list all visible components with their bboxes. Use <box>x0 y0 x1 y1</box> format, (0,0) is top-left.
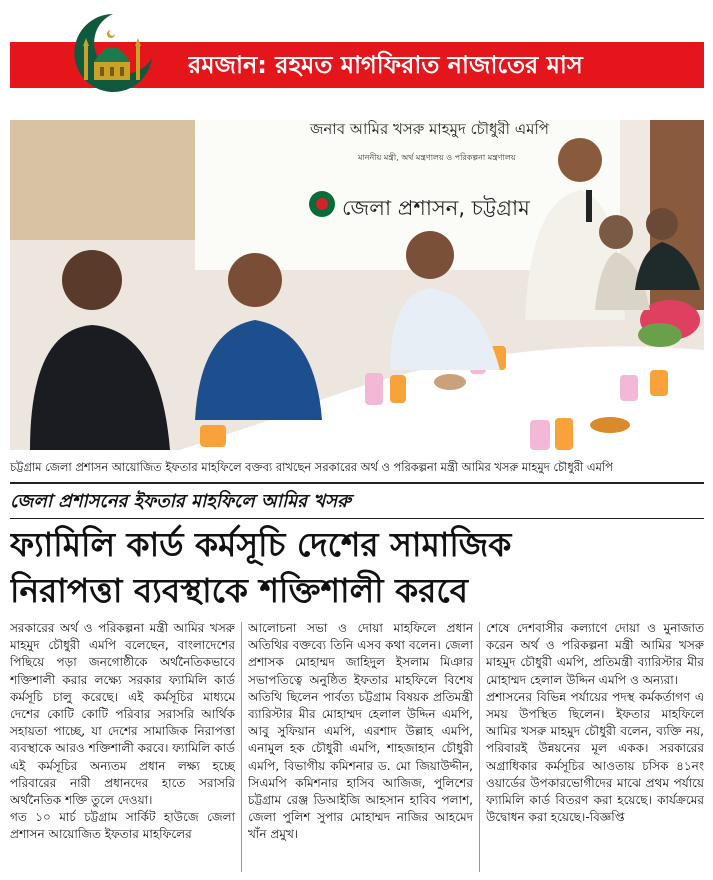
column-1-paragraph-2: গত ১০ মার্চ চট্টগ্রাম সার্কিট হাউজে জেলা প্রশাসন আয়োজিত ইফতার মাহফিলের <box>10 810 235 842</box>
article-column-2 <box>248 620 473 876</box>
article-kicker: জেলা প্রশাসনের ইফতার মাহফিলে আমির খসরু <box>10 491 351 512</box>
event-photo <box>10 120 704 450</box>
mosque-crescent-icon <box>70 10 156 96</box>
article-column-1 <box>10 620 235 876</box>
column-3-paragraph-2: প্রশাসনের বিভিন্ন পর্যায়ের পদস্থ কর্মকর্তাগণ এ সময় উপস্থিত ছিলেন। ইফতার মাহফিলে আমির খসরু মাহমুদ চৌধুরী বলেন, ব্যক্তি নয়, পরিবারই উন্নয়নের মূল একক। সরকারের অগ্রাধিকার কর্মসূচির আওতায় চসিক ৪১নং ওয়ার্ডের উপকারভোগীদের মাঝে প্রথম পর্যায়ে ফ্যামিলি কার্ড বিতরণ করা হয়েছে। কার্যক্রমের উদ্বোধন করা হয়েছে।-বিজ্ঞপ্তি <box>486 689 704 825</box>
article-column-3 <box>486 620 704 876</box>
top-divider <box>10 482 704 484</box>
column-1-paragraph-1: সরকারের অর্থ ও পরিকল্পনা মন্ত্রী আমির খসরু মাহমুদ চৌধুরী এমপি বলেছেন, বাংলাদেশের পিছিয়ে পড়া জনগোষ্ঠীকে অর্থনৈতিকভাবে শক্তিশালী করার লক্ষ্যে সরকার ফ্যামিলি কার্ড কর্মসূচি চালু করেছে। এই কর্মসূচির মাধ্যমে দেশের কোটি কোটি পরিবার সরাসরি আর্থিক সহায়তা পাচ্ছে, যা দেশের সামাজিক নিরাপত্তা ব্যবস্থাকে আরও শক্তিশালী করবে। ফ্যামিলি কার্ড এই কর্মসূচির অন্যতম প্রধান লক্ষ্য হচ্ছে পরিবারের নারী প্রধানদের হাতে সরাসরি অর্থনৈতিক শক্তি তুলে দেওয়া। <box>10 621 235 808</box>
headline-line-1: ফ্যামিলি কার্ড কর্মসূচি দেশের সামাজিক <box>10 525 512 564</box>
column-3-paragraph-1: শেষে দেশবাসীর কল্যাণে দোয়া ও মুনাজাত করেন অর্থ ও পরিকল্পনা মন্ত্রী আমির খসরু মাহমুদ চৌধুরী এমপি, প্রতিমন্ত্রী ব্যারিস্টার মীর মোহাম্মদ হেলাল উদ্দিন এমপি ও অন্যরা। <box>486 621 704 687</box>
banner-title: রমজান: রহমত মাগফিরাত নাজাতের মাস <box>188 51 583 79</box>
article-headline <box>10 522 704 618</box>
column-divider-1 <box>241 622 242 872</box>
stage-banner-subtitle: মাননীয় মন্ত্রী, অর্থ মন্ত্রণালয় ও পরিকল্পনা মন্ত্রণালয় <box>358 153 516 162</box>
column-2-paragraph-1: আলোচনা সভা ও দোয়া মাহফিলে প্রধান অতিথির বক্তব্যে তিনি এসব কথা বলেন। জেলা প্রশাসক মোহাম্মদ জাহিদুল ইসলাম মিঞার সভাপতিত্বে অনুষ্ঠিত ইফতার মাহফিলে বিশেষ অতিথি ছিলেন পার্বত্য চট্টগ্রাম বিষয়ক প্রতিমন্ত্রী ব্যারিস্টার মীর মোহাম্মদ হেলাল উদ্দিন এমপি, আবু সুফিয়ান এমপি, এরশাদ উল্লাহ এমপি, এনামুল হক চৌধুরী এমপি, শাহজাহান চৌধুরী এমপি, বিভাগীয় কমিশনার ড. মো জিয়াউদ্দীন, সিএমপি কমিশনার হাসিব আজিজ, পুলিশের চট্টগ্রাম রেঞ্জ ডিআইজি আহসান হাবিব পলাশ, জেলা পুলিশ সুপার মোহাম্মদ নাজির আহমেদ খাঁন প্রমুখ। <box>248 621 473 842</box>
column-divider-2 <box>479 622 480 872</box>
stage-banner-org: জেলা প্রশাসন, চট্টগ্রাম <box>342 196 530 220</box>
stage-banner-name: জনাব আমির খসরু মাহমুদ চৌধুরী এমপি <box>310 120 549 138</box>
headline-line-2: নিরাপত্তা ব্যবস্থাকে শক্তিশালী করবে <box>10 571 468 610</box>
photo-caption: চট্টগ্রাম জেলা প্রশাসন আয়োজিত ইফতার মাহফিলে বক্তব্য রাখছেন সরকারের অর্থ ও পরিকল্পনা মন্ত্রী আমির খসরু মাহমুদ চৌধুরী এমপি <box>10 460 613 474</box>
kicker-divider <box>10 518 704 519</box>
